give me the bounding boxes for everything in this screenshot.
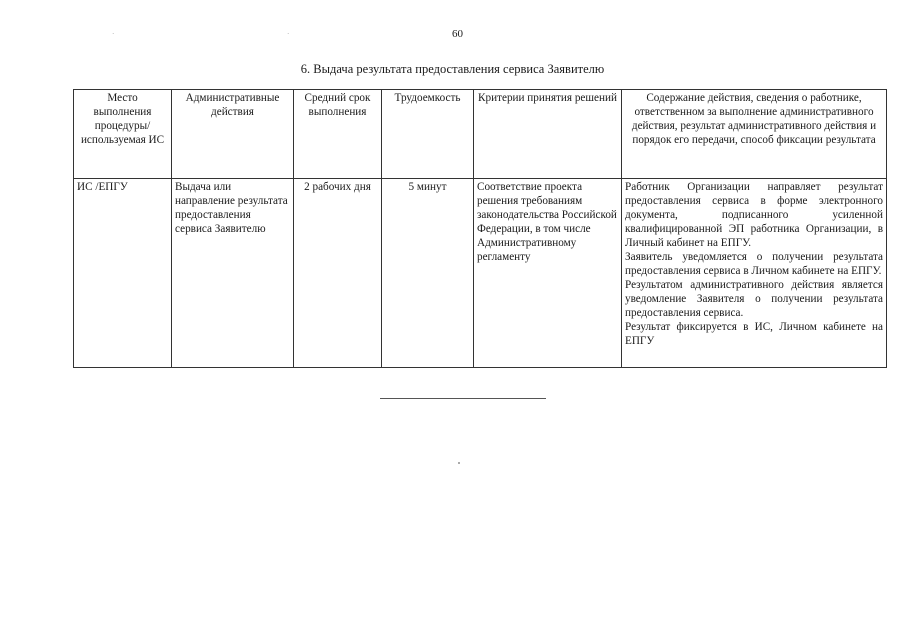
scan-speck: [458, 462, 460, 464]
page-number: 60: [452, 28, 463, 40]
header-content: Содержание действия, сведения о работнике, ответственном за выполнение административного действия, результат административного действия и порядок его передачи, способ фиксации результата: [622, 90, 887, 179]
header-criteria: Критерии принятия решений: [474, 90, 622, 179]
cell-place: ИС /ЕПГУ: [74, 179, 172, 368]
scan-speck: ·: [112, 30, 115, 38]
header-place: Место выполнения процедуры/используемая ИС: [74, 90, 172, 179]
scan-speck: ·: [287, 30, 290, 38]
content-paragraph: Работник Организации направляет результат предоставления сервиса в форме электронного документа, подписанного усиленной квалифицированной ЭП работника Организации, в Личный кабинет на ЕПГУ.: [625, 181, 883, 249]
cell-content: [622, 179, 887, 368]
header-actions: Административные действия: [172, 90, 294, 179]
header-labor: Трудоемкость: [382, 90, 474, 179]
content-paragraph: Результатом административного действия является уведомление Заявителя о получении результата предоставления сервиса.: [625, 279, 883, 319]
end-divider: [380, 398, 546, 399]
content-paragraph: Заявитель уведомляется о получении результата предоставления сервиса в Личном кабинете на ЕПГУ.: [625, 251, 883, 277]
header-term: Средний срок выполнения: [294, 90, 382, 179]
table-row: [74, 179, 887, 368]
result-table: [73, 89, 887, 368]
cell-term: 2 рабочих дня: [294, 179, 382, 368]
table-header-row: [74, 90, 887, 179]
cell-labor: 5 минут: [382, 179, 474, 368]
cell-actions: Выдача или направление результата предоставления сервиса Заявителю: [172, 179, 294, 368]
content-paragraph: Результат фиксируется в ИС, Личном кабинете на ЕПГУ: [625, 321, 883, 347]
section-title: 6. Выдача результата предоставления сервиса Заявителю: [300, 62, 605, 76]
cell-criteria: Соответствие проекта решения требованиям законодательства Российской Федерации, в том числе Административному регламенту: [474, 179, 622, 368]
